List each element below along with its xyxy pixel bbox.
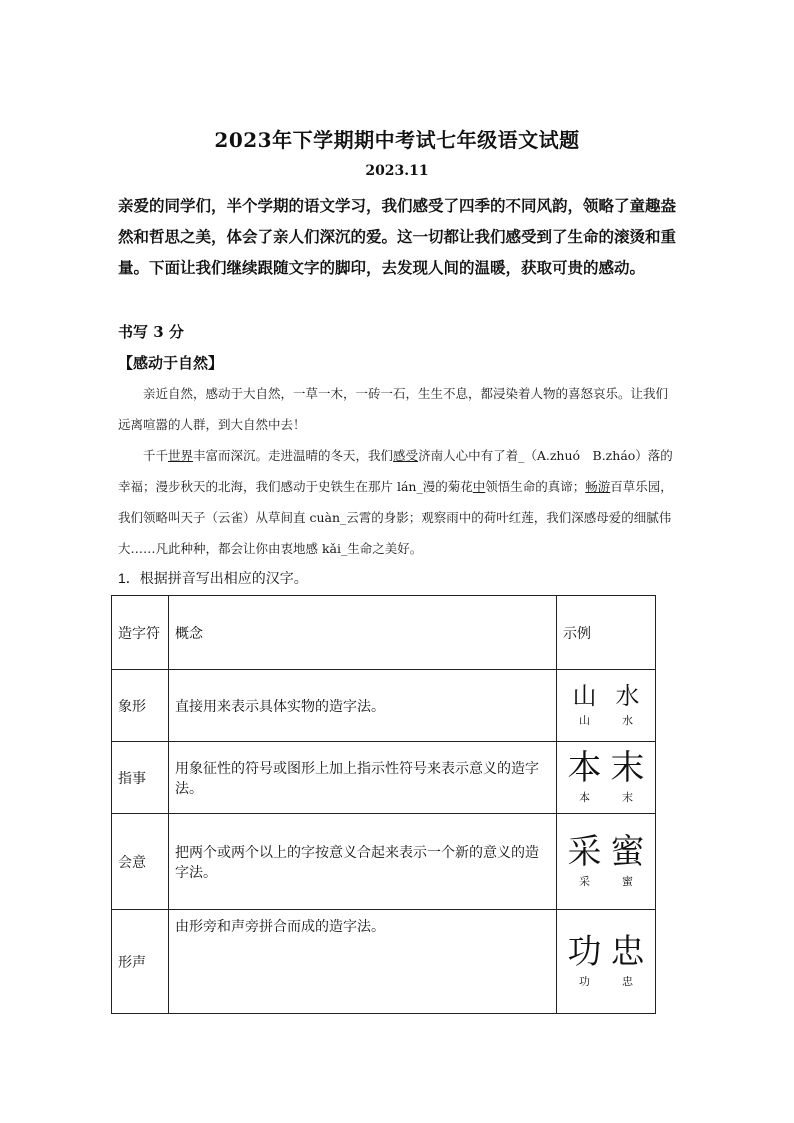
nature-paragraph-1: 亲近自然，感动于大自然，一草一木，一砖一石，生生不息，都浸染着人物的喜怒哀乐。让我们远离喧嚣的人群，到大自然中去！ <box>118 386 669 432</box>
example-glyph: 忠 忠 <box>610 931 645 988</box>
row-type: 象形 <box>112 670 169 742</box>
question-1: 1．根据拼音写出相应的汉字。 <box>118 570 308 586</box>
header-example: 示例 <box>557 596 656 670</box>
row-concept: 把两个或两个以上的字按意义合起来表示一个新的意义的造字法。 <box>169 814 557 910</box>
header-type: 造字符 <box>112 596 169 670</box>
table-header-row <box>112 596 656 670</box>
table-row <box>112 910 656 1014</box>
underlined-word-3: 中 <box>472 479 486 494</box>
nature-paragraph-2 <box>118 440 680 564</box>
exam-date: 2023.11 <box>365 163 429 179</box>
section-heading: 【感动于自然】 <box>118 354 224 372</box>
character-formation-table <box>111 595 656 1014</box>
para2-text-1: 千千 <box>143 448 169 463</box>
example-glyph: 末 末 <box>610 747 645 804</box>
row-concept: 直接用来表示具体实物的造字法。 <box>169 670 557 742</box>
example-glyph: 本 本 <box>567 747 602 804</box>
underlined-word-4: 畅游 <box>585 479 611 494</box>
example-glyph: 山 山 <box>572 681 597 727</box>
row-type: 指事 <box>112 742 169 814</box>
table-row <box>112 814 656 910</box>
table-row <box>112 670 656 742</box>
para2-text-3: 济南人心中有了着_（A.zhuó B.zháo）落的幸福；漫步秋天的北海，我们感动于史铁生在那片 lán_漫的菊花 <box>118 448 673 494</box>
row-type: 会意 <box>112 814 169 910</box>
row-examples <box>557 910 656 1014</box>
intro-paragraph: 亲爱的同学们，半个学期的语文学习，我们感受了四季的不同风韵，领略了童趣盎然和哲思之美，体会了亲人们深沉的爱。这一切都让我们感受到了生命的滚烫和重量。下面让我们继续跟随文字的脚印，去发现人间的温暖，获取可贵的感动。 <box>118 196 677 277</box>
example-glyph: 功 功 <box>567 931 602 988</box>
underlined-word-1: 世界 <box>168 448 194 463</box>
writing-score: 书写 3 分 <box>118 323 184 341</box>
example-glyph: 水 水 <box>615 681 640 727</box>
row-concept: 用象征性的符号或图形上加上指示性符号来表示意义的造字法。 <box>169 742 557 814</box>
para2-text-4: 领悟生命的真谛； <box>485 479 586 494</box>
row-examples <box>557 670 656 742</box>
row-concept: 由形旁和声旁拼合而成的造字法。 <box>169 910 557 1014</box>
header-concept: 概念 <box>169 596 557 670</box>
example-glyph: 采 采 <box>567 831 602 888</box>
underlined-word-2: 感受 <box>393 448 419 463</box>
row-type: 形声 <box>112 910 169 1014</box>
row-examples <box>557 742 656 814</box>
page-title: 2023年下学期期中考试七年级语文试题 <box>214 128 580 152</box>
para2-text-5: 百草乐园，我们领略叫天子（云雀）从草间直 cuàn_云霄的身影；观察雨中的荷叶红莲，我们深感母爱的细腻伟大……凡此种种，都会让你由衷地感 kǎi_生命之美好。 <box>118 479 673 556</box>
example-glyph: 蜜 蜜 <box>610 831 645 888</box>
para2-text-2: 丰富而深沉。走进温晴的冬天，我们 <box>193 448 394 463</box>
table-row <box>112 742 656 814</box>
row-examples <box>557 814 656 910</box>
